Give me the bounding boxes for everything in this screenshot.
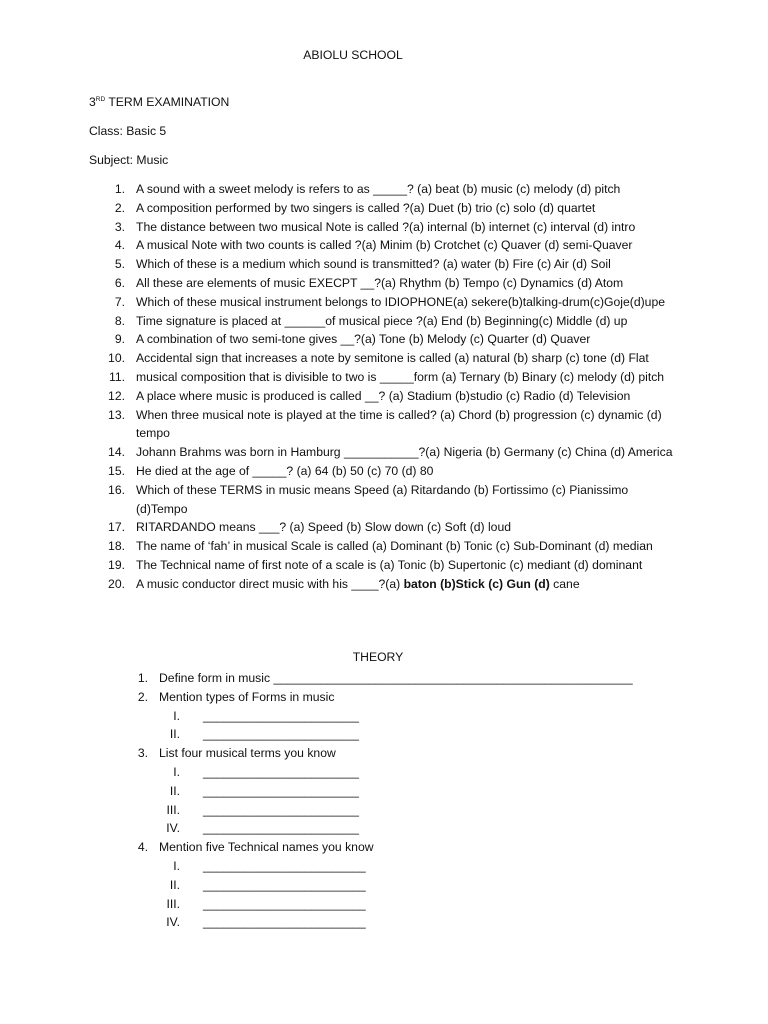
question-15 [0, 462, 768, 481]
question-text: The name of ‘fah’ in musical Scale is called (a) Dominant (b) Tonic (c) Sub-Dominant (d) median [136, 539, 653, 554]
question-text: A place where music is produced is called __? (a) Stadium (b)studio (c) Radio (d) Television [136, 388, 631, 403]
question-text: A sound with a sweet melody is refers to as _____? (a) beat (b) music (c) melody (d) pitch [136, 182, 621, 196]
term-suffix: RD [95, 96, 106, 103]
question-9 [0, 330, 768, 349]
answer-line-item [0, 913, 768, 932]
question-text: All these are elements of music EXECPT __?(a) Rhythm (b) Tempo (c) Dynamics (d) Atom [136, 275, 624, 290]
question-text: musical composition that is divisible to two is _____form (a) Ternary (b) Binary (c) melody (d) pitch [136, 369, 665, 384]
class-line: Class: Basic 5 [89, 124, 167, 138]
question-number: 17. [108, 520, 125, 535]
theory-question-1 [0, 669, 768, 688]
question-text [136, 575, 681, 594]
answer-blank: _______________________ [203, 802, 359, 817]
question-number: 12. [108, 388, 125, 403]
roman-numeral: I. [173, 858, 180, 873]
theory-question-3 [0, 744, 768, 763]
answer-line-item [0, 801, 768, 820]
question-number: 4. [137, 840, 148, 855]
question-11 [0, 368, 768, 387]
theory-questions-list [0, 669, 768, 932]
theory-question-2 [0, 688, 768, 707]
question-text: The distance between two musical Note is called ?(a) internal (b) internet (c) interval (d) intro [136, 219, 636, 234]
question-10 [0, 349, 768, 368]
question-number: 18. [108, 539, 125, 554]
answer-blank: _______________________ [203, 783, 359, 798]
answer-blank: _______________________ [203, 708, 359, 723]
question-12 [0, 387, 768, 406]
question-20 [0, 575, 768, 594]
question-number: 20. [108, 576, 125, 591]
question-text: A composition performed by two singers is called ?(a) Duet (b) trio (c) solo (d) quartet [136, 200, 596, 215]
question-text: Which of these musical instrument belongs to IDIOPHONE(a) sekere(b)talking-drum(c)Goje(d)upe [136, 294, 665, 309]
question-6 [0, 274, 768, 293]
subject-line: Subject: Music [89, 153, 169, 167]
question-4 [0, 236, 768, 255]
question-19 [0, 556, 768, 575]
question-number: 14. [108, 445, 125, 460]
question-2 [0, 199, 768, 218]
question-text: RITARDANDO means ___? (a) Speed (b) Slow down (c) Soft (d) loud [136, 520, 512, 535]
question-8 [0, 312, 768, 331]
question-text: A musical Note with two counts is called ?(a) Minim (b) Crotchet (c) Quaver (d) semi-Quaver [136, 238, 633, 253]
question-number: 8. [114, 313, 125, 328]
question-text: List four musical terms you know [159, 746, 336, 761]
answer-blank: ________________________ [203, 896, 366, 911]
question-text: The Technical name of first note of a scale is (a) Tonic (b) Supertonic (c) mediant (d) dominant [136, 557, 643, 572]
question-text: Mention types of Forms in music [159, 689, 335, 704]
roman-numeral: I. [173, 764, 180, 779]
roman-numeral: IV. [166, 915, 180, 930]
roman-numeral: II. [169, 783, 180, 798]
question-13 [0, 406, 768, 444]
question-text: Mention five Technical names you know [159, 840, 374, 855]
question-number: 1. [137, 671, 148, 685]
answer-line-item [0, 876, 768, 895]
question-number: 3. [114, 219, 125, 234]
question-5 [0, 255, 768, 274]
theory-question-4 [0, 838, 768, 857]
answer-blank: ________________________ [203, 877, 366, 892]
question-text-tail: cane [549, 576, 580, 591]
answer-line-item [0, 819, 768, 838]
question-number: 10. [108, 351, 125, 366]
answer-blank: _______________________ [203, 727, 359, 742]
question-text: When three musical note is played at the time is called? (a) Chord (b) progression (c) dynamic (d) tempo [136, 407, 662, 441]
question-3 [0, 218, 768, 237]
answer-line-item [0, 782, 768, 801]
question-number: 9. [114, 332, 125, 347]
question-number: 13. [108, 407, 125, 422]
theory-heading: THEORY [352, 650, 404, 664]
question-number: 4. [114, 238, 125, 253]
answer-line-item [0, 763, 768, 782]
question-text: Accidental sign that increases a note by semitone is called (a) natural (b) sharp (c) tone (d) Flat [136, 351, 649, 366]
question-number: 15. [108, 463, 125, 478]
answer-line-item [0, 707, 768, 726]
roman-numeral: IV. [166, 821, 180, 836]
question-number: 3. [137, 746, 148, 761]
answer-line-item [0, 857, 768, 876]
question-number: 5. [114, 257, 125, 272]
question-number: 2. [114, 200, 125, 215]
answer-blank: _______________________ [203, 821, 359, 836]
question-number: 7. [114, 294, 125, 309]
question-1 [0, 180, 768, 199]
question-text: Which of these is a medium which sound is transmitted? (a) water (b) Fire (c) Air (d) Soil [136, 257, 611, 272]
answer-line-item [0, 725, 768, 744]
answer-line-item [0, 895, 768, 914]
school-name: ABIOLU SCHOOL [303, 48, 403, 62]
question-text: Johann Brahms was born in Hamburg ___________?(a) Nigeria (b) Germany (c) China (d) America [136, 445, 673, 460]
question-16 [0, 481, 768, 519]
roman-numeral: I. [173, 708, 180, 723]
question-17 [0, 518, 768, 537]
roman-numeral: III. [166, 802, 180, 817]
term-number: 3 [89, 95, 96, 109]
roman-numeral: III. [166, 896, 180, 911]
objective-questions-list [0, 180, 768, 594]
question-text: Which of these TERMS in music means Speed (a) Ritardando (b) Fortissimo (c) Pianissimo (d)Tempo [136, 482, 629, 516]
answer-blank: ________________________ [203, 858, 366, 873]
question-text: A combination of two semi-tone gives __?(a) Tone (b) Melody (c) Quarter (d) Quaver [136, 332, 591, 347]
term-text: TERM EXAMINATION [105, 95, 230, 109]
answer-blank: ________________________ [203, 915, 366, 930]
question-14 [0, 443, 768, 462]
roman-numeral: II. [169, 877, 180, 892]
roman-numeral: II. [169, 727, 180, 742]
question-number: 19. [108, 557, 125, 572]
question-number: 2. [137, 689, 148, 704]
question-number: 6. [114, 275, 125, 290]
question-text-bold: baton (b)Stick (c) Gun (d) [403, 576, 550, 591]
question-number: 11. [108, 369, 125, 384]
question-text: Time signature is placed at ______of musical piece ?(a) End (b) Beginning(c) Middle (d) up [136, 313, 628, 328]
question-18 [0, 537, 768, 556]
answer-blank: _______________________ [203, 764, 359, 779]
term-heading [89, 95, 229, 109]
question-7 [0, 293, 768, 312]
question-text: Define form in music _____________________________________________________ [159, 671, 633, 685]
question-text: He died at the age of _____? (a) 64 (b) 50 (c) 70 (d) 80 [136, 463, 434, 478]
question-number: 1. [114, 182, 125, 196]
question-text-plain: A music conductor direct music with his ____?(a) [136, 576, 404, 591]
question-number: 16. [108, 482, 125, 497]
